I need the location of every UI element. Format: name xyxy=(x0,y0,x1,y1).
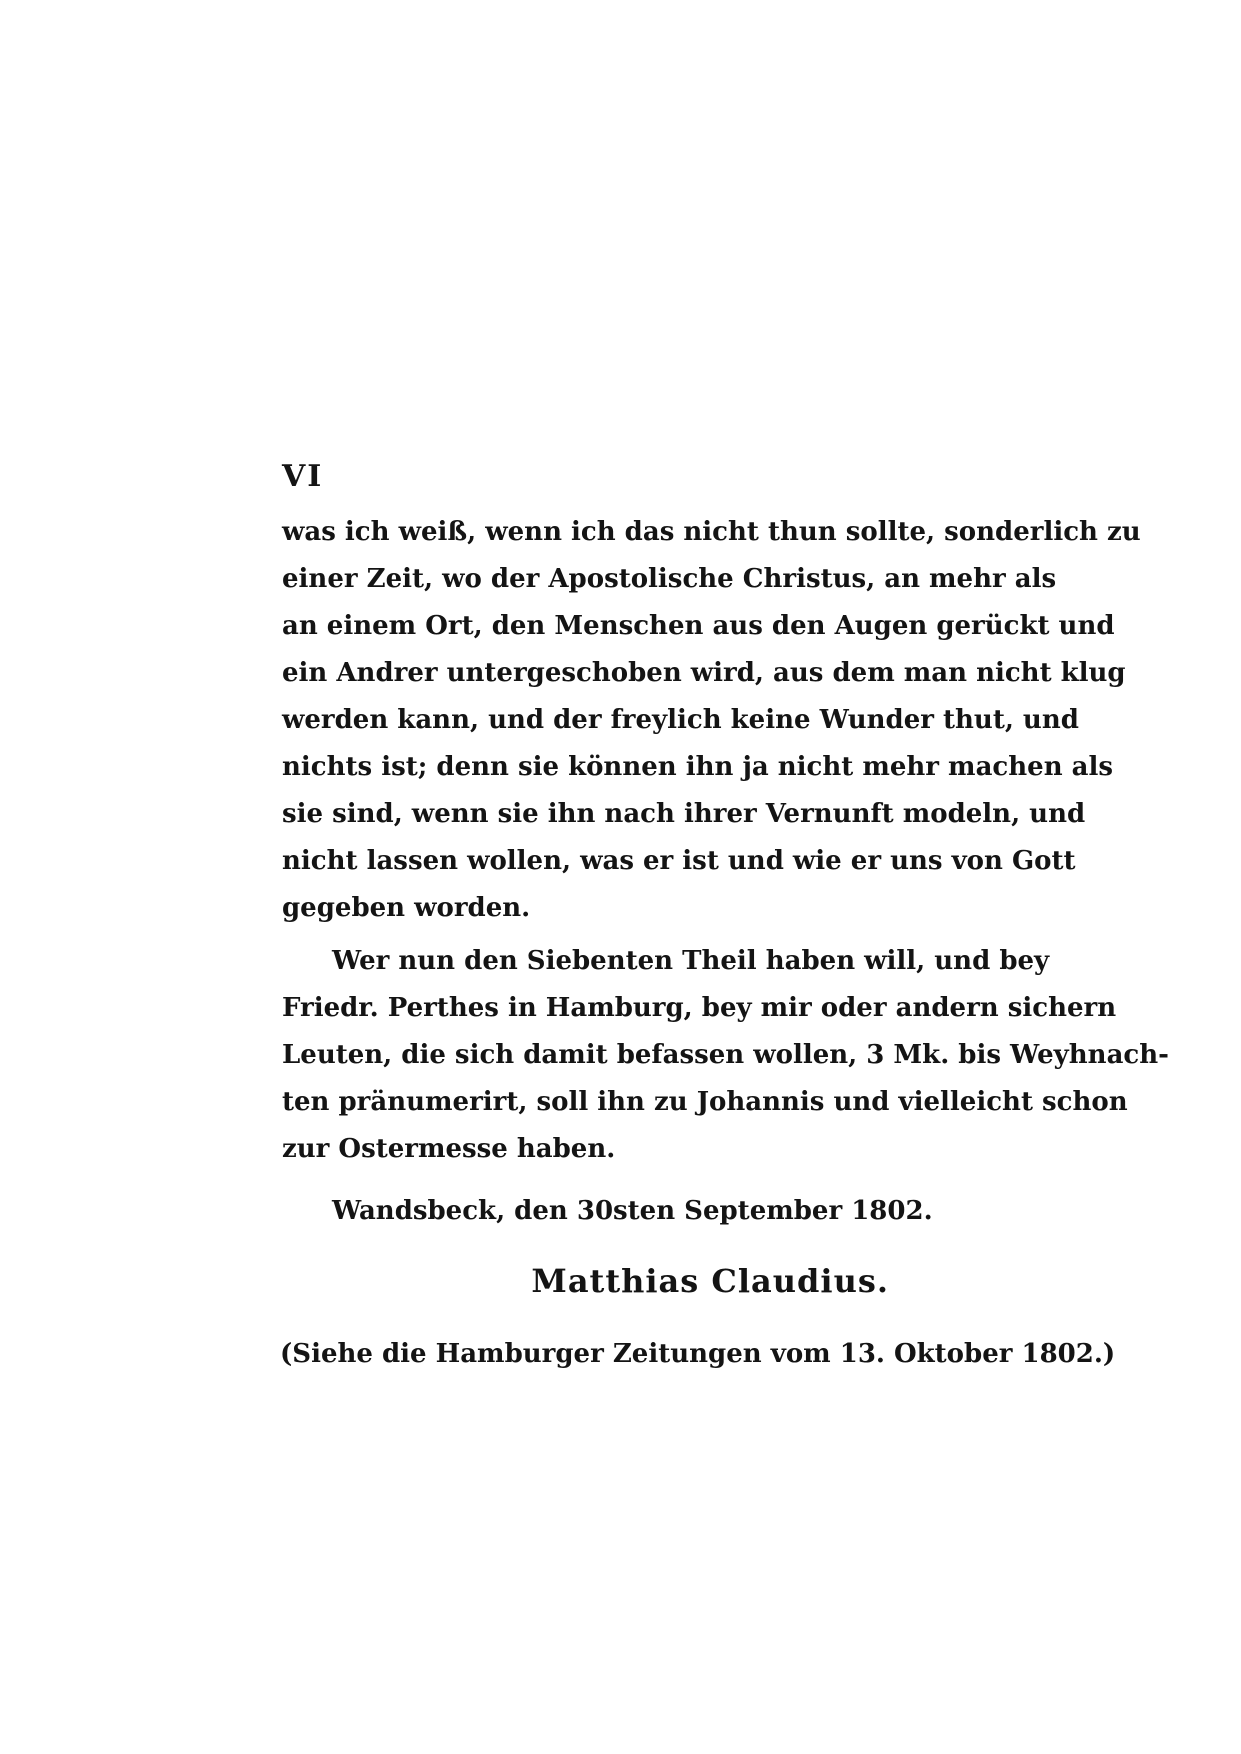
text-line: einer Zeit, wo der Apostolische Christus, an mehr als xyxy=(282,564,1057,594)
text-line: Leuten, die sich damit befassen wollen, 3 Mk. bis Weyhnach- xyxy=(282,1040,1169,1070)
newspaper-note: (Siehe die Hamburger Zeitungen vom 13. Oktober 1802.) xyxy=(280,1339,1116,1369)
text-line: nichts ist; denn sie können ihn ja nicht mehr machen als xyxy=(282,752,1114,782)
text-line: werden kann, und der freylich keine Wunder thut, und xyxy=(282,705,1079,735)
text-line: ten pränumerirt, soll ihn zu Johannis und vielleicht schon xyxy=(282,1087,1128,1117)
text-line: was ich weiß, wenn ich das nicht thun sollte, sonderlich zu xyxy=(282,517,1141,547)
text-line: ein Andrer untergeschoben wird, aus dem man nicht klug xyxy=(282,658,1126,688)
text-line: Wer nun den Siebenten Theil haben will, und bey xyxy=(332,946,1050,976)
text-line: an einem Ort, den Menschen aus den Augen gerückt und xyxy=(282,611,1115,641)
text-line: zur Ostermesse haben. xyxy=(282,1134,616,1164)
text-line: Friedr. Perthes in Hamburg, bey mir oder andern sichern xyxy=(282,993,1117,1023)
date-line: Wandsbeck, den 30sten September 1802. xyxy=(332,1196,933,1226)
page-number: VI xyxy=(282,459,324,494)
text-line: sie sind, wenn sie ihn nach ihrer Vernunft modeln, und xyxy=(282,799,1086,829)
text-line: nicht lassen wollen, was er ist und wie er uns von Gott xyxy=(282,846,1076,876)
signature: Matthias Claudius. xyxy=(531,1262,889,1300)
text-line: gegeben worden. xyxy=(282,893,531,923)
